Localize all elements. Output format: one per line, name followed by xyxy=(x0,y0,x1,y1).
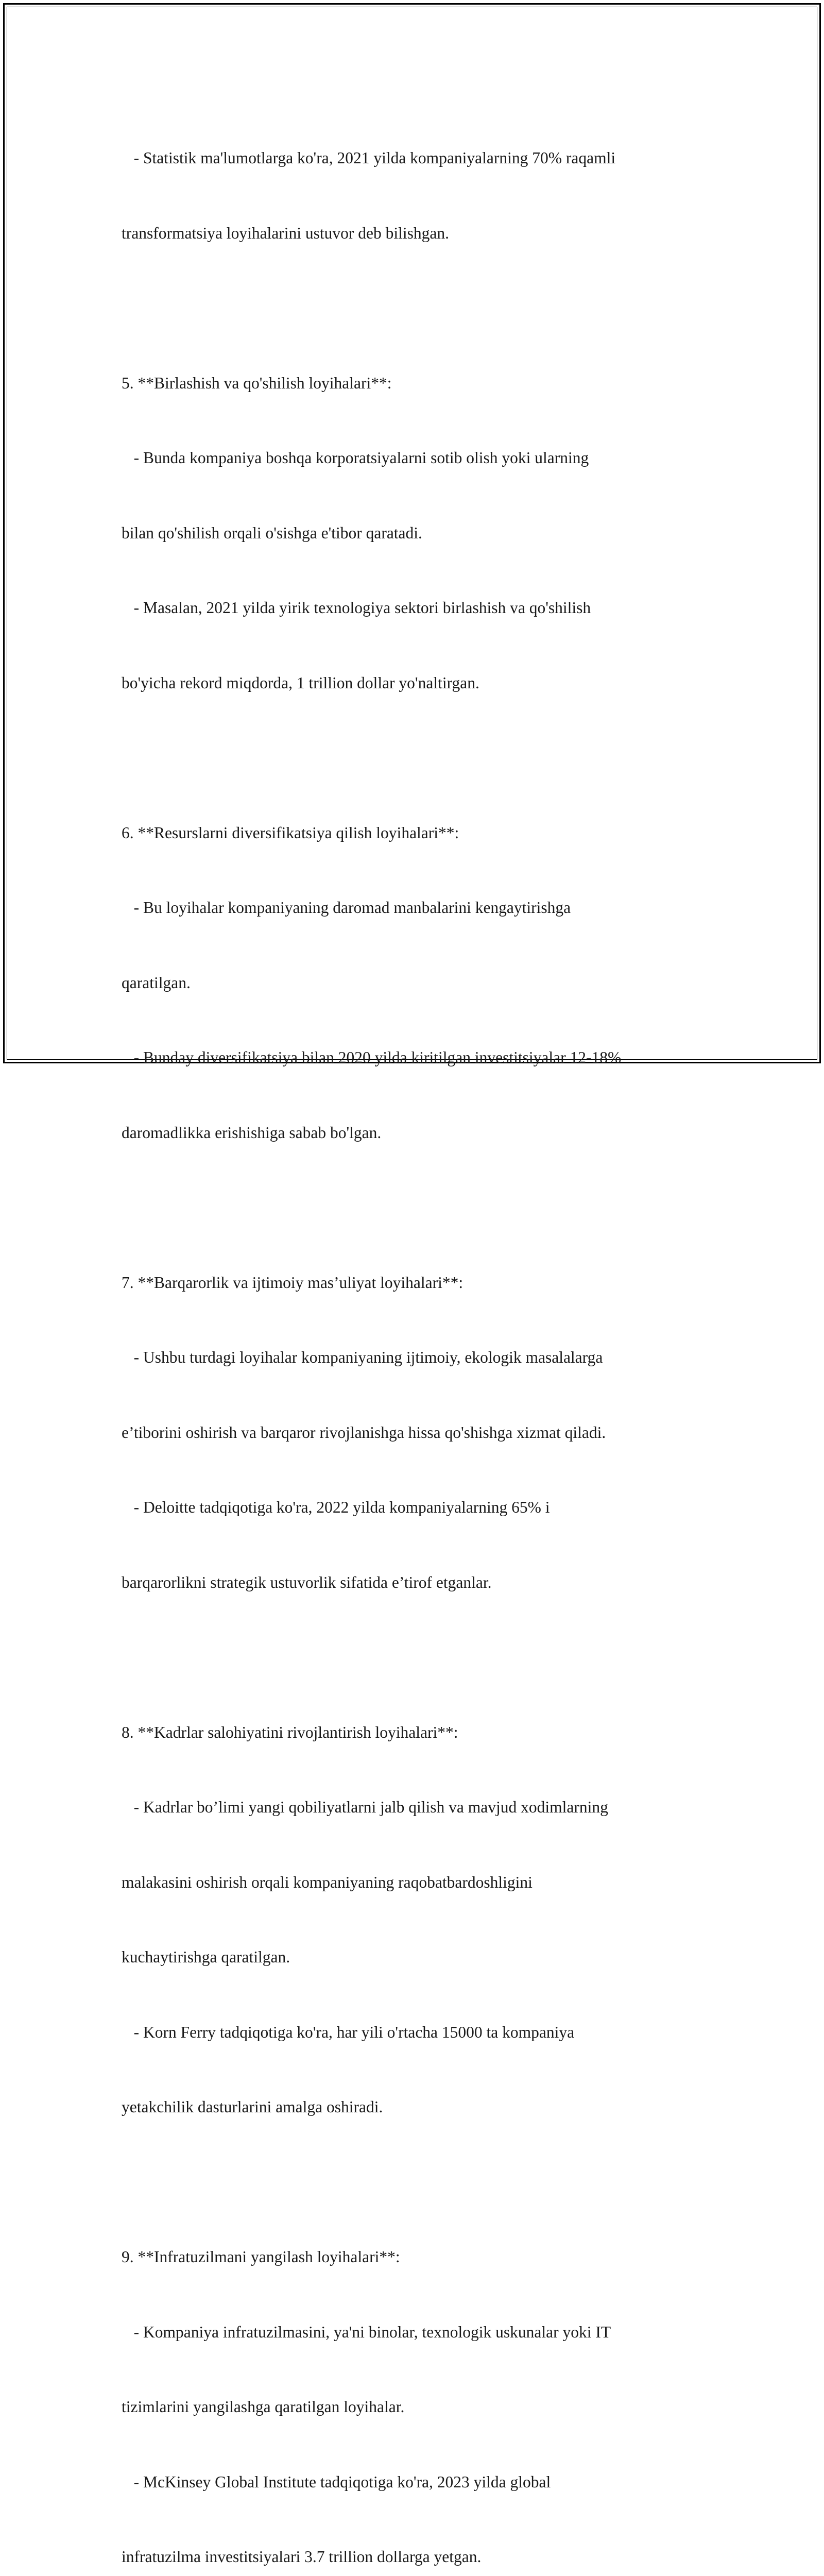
blank-line xyxy=(122,745,729,771)
blank-line xyxy=(122,296,729,321)
blank-line xyxy=(122,2170,729,2195)
document-body xyxy=(122,96,729,2576)
text-line: - Bunday diversifikatsiya bilan 2020 yilda kiritilgan investitsiyalar 12-18% xyxy=(122,1048,622,1066)
text-line: - Kompaniya infratuzilmasini, ya'ni binolar, texnologik uskunalar yoki IT xyxy=(122,2323,611,2341)
text-line: malakasini oshirish orqali kompaniyaning raqobatbardoshligini xyxy=(122,1873,533,1891)
section-heading: 7. **Barqarorlik va ijtimoiy mas’uliyat loyihalari**: xyxy=(122,1273,464,1292)
text-line: - Statistik ma'lumotlarga ko'ra, 2021 yilda kompaniyalarning 70% raqamli xyxy=(122,149,616,167)
blank-line xyxy=(122,1195,729,1221)
text-line: - Masalan, 2021 yilda yirik texnologiya sektori birlashish va qo'shilish xyxy=(122,599,591,617)
text-line: qaratilgan. xyxy=(122,973,191,992)
section-heading: 8. **Kadrlar salohiyatini rivojlantirish loyihalari**: xyxy=(122,1723,458,1741)
section-heading: 9. **Infratuzilmani yangilash loyihalari**: xyxy=(122,2248,400,2266)
text-line: - Bunda kompaniya boshqa korporatsiyalarni sotib olish yoki ularning xyxy=(122,449,589,467)
text-line: tizimlarini yangilashga qaratilgan loyihalar. xyxy=(122,2398,405,2416)
section-heading: 5. **Birlashish va qo'shilish loyihalari**: xyxy=(122,374,392,392)
text-line: transformatsiya loyihalarini ustuvor deb bilishgan. xyxy=(122,224,449,242)
text-line: bilan qo'shilish orqali o'sishga e'tibor qaratadi. xyxy=(122,523,422,542)
text-line: - Korn Ferry tadqiqotiga ko'ra, har yili o'rtacha 15000 ta kompaniya xyxy=(122,2023,575,2041)
text-line: infratuzilma investitsiyalari 3.7 trillion dollarga yetgan. xyxy=(122,2548,482,2566)
text-line: - Bu loyihalar kompaniyaning daromad manbalarini kengaytirishga xyxy=(122,899,571,917)
text-line: kuchaytirishga qaratilgan. xyxy=(122,1948,290,1966)
blank-line xyxy=(122,1645,729,1670)
text-line: - Kadrlar bo’limi yangi qobiliyatlarni jalb qilish va mavjud xodimlarning xyxy=(122,1798,608,1816)
text-line: e’tiborini oshirish va barqaror rivojlanishga hissa qo'shishga xizmat qiladi. xyxy=(122,1423,606,1442)
text-line: - Ushbu turdagi loyihalar kompaniyaning ijtimoiy, ekologik masalalarga xyxy=(122,1348,603,1366)
text-line: barqarorlikni strategik ustuvorlik sifatida e’tirof etganlar. xyxy=(122,1573,492,1591)
section-heading: 6. **Resurslarni diversifikatsiya qilish loyihalari**: xyxy=(122,823,459,842)
text-line: bo'yicha rekord miqdorda, 1 trillion dollar yo'naltirgan. xyxy=(122,673,479,692)
text-line: yetakchilik dasturlarini amalga oshiradi. xyxy=(122,2098,383,2116)
text-line: - McKinsey Global Institute tadqiqotiga ko'ra, 2023 yilda global xyxy=(122,2472,551,2491)
text-line: - Deloitte tadqiqotiga ko'ra, 2022 yilda kompaniyalarning 65% i xyxy=(122,1498,550,1516)
text-line: daromadlikka erishishiga sabab bo'lgan. xyxy=(122,1123,382,1142)
